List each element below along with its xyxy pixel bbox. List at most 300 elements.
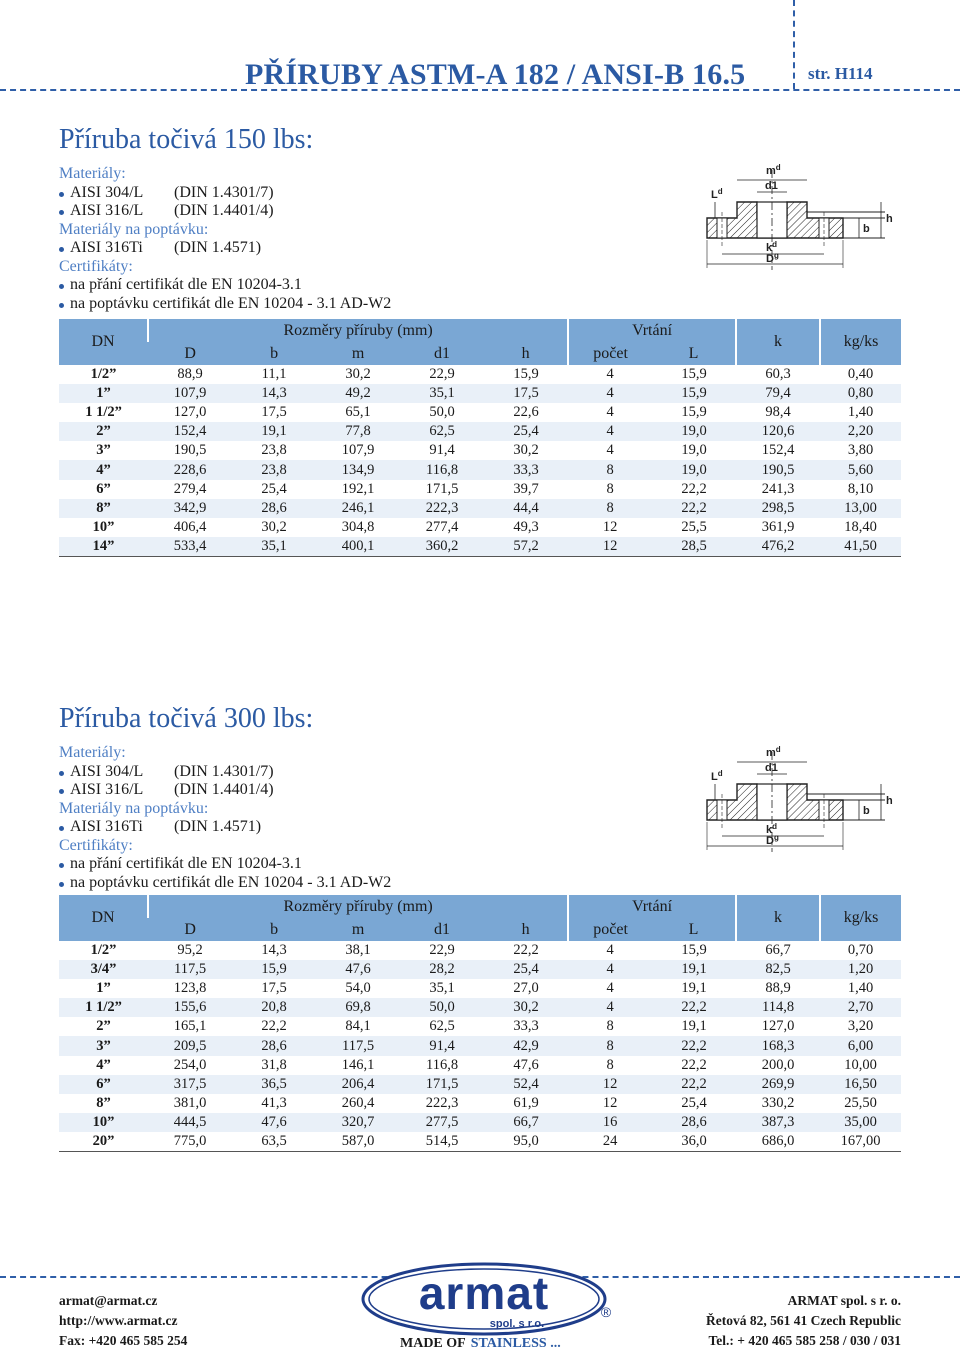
group-drilling: Vrtání — [568, 895, 736, 918]
material-name: AISI 304/L — [70, 762, 144, 780]
table-cell: 61,9 — [513, 1094, 539, 1111]
table-cell: 62,5 — [400, 422, 484, 441]
certificate-item: na přání certifikát dle EN 10204-3.1 — [59, 855, 901, 874]
table-cell: 277,5 — [400, 1113, 484, 1132]
table-cell: 79,4 — [736, 384, 820, 403]
dimension-label-m: $m^d$ — [766, 163, 781, 177]
table-row — [59, 1075, 901, 1094]
dn-cell: 6” — [59, 1075, 148, 1094]
table-cell: 25,4 — [261, 480, 287, 497]
table-cell: 4 — [606, 404, 614, 421]
table-cell: 444,5 — [148, 1113, 232, 1132]
table-cell: 4 — [606, 366, 614, 383]
table-cell: 35,1 — [400, 384, 484, 403]
dimension-label-h: h — [886, 795, 893, 807]
table-row — [59, 441, 901, 460]
table-cell: 14,3 — [232, 384, 316, 403]
table-cell: 28,2 — [400, 960, 484, 979]
table-cell: 30,2 — [484, 998, 568, 1017]
table-cell: 25,4 — [681, 1094, 707, 1111]
table-cell: 52,4 — [484, 1075, 568, 1094]
table-row — [59, 480, 901, 499]
table-cell: 88,9 — [765, 980, 791, 997]
table-cell: 476,2 — [736, 537, 820, 557]
subheader-cell: počet — [568, 918, 652, 941]
table-row — [59, 1132, 901, 1152]
table-cell: 0,40 — [847, 366, 874, 383]
table-cell: 15,9 — [681, 404, 707, 421]
table-cell: 44,4 — [484, 499, 568, 518]
table-cell: 91,4 — [429, 442, 455, 459]
dn-cell: 3” — [96, 442, 111, 459]
table-cell: 15,9 — [513, 366, 539, 383]
table-cell: 39,7 — [513, 480, 539, 497]
table-cell: 62,5 — [429, 1018, 455, 1035]
table-cell: 13,00 — [820, 499, 901, 518]
tagline-stainless: STAINLESS ... — [470, 1336, 561, 1351]
table-cell: 19,0 — [652, 460, 736, 479]
materials-label: Materiály: — [59, 744, 126, 761]
table-cell: 330,2 — [761, 1094, 795, 1111]
footer-email[interactable]: armat@armat.cz — [59, 1293, 158, 1308]
table-cell: 260,4 — [341, 1094, 375, 1111]
table-cell: 15,9 — [232, 960, 316, 979]
table-cell: 127,0 — [173, 404, 207, 421]
table-cell: 35,1 — [429, 980, 455, 997]
table-row — [59, 384, 901, 403]
table-row — [59, 499, 901, 518]
table-cell: 0,80 — [820, 384, 901, 403]
table-cell: 171,5 — [425, 480, 459, 497]
table-cell: 15,9 — [652, 384, 736, 403]
dn-cell: 1 1/2” — [59, 998, 148, 1017]
table-cell: 25,50 — [844, 1094, 877, 1111]
table-cell: 91,4 — [400, 1036, 484, 1055]
table-cell: 8 — [606, 1018, 614, 1035]
material-din: (DIN 1.4571) — [174, 239, 262, 256]
subheader-cell: b — [232, 918, 316, 941]
table-cell: 19,0 — [681, 442, 707, 459]
table-cell: 406,4 — [173, 518, 207, 535]
table-row — [59, 365, 901, 384]
table-cell: 20,8 — [232, 998, 316, 1017]
table-cell: 10,00 — [844, 1056, 877, 1073]
subheader-cell: b — [232, 342, 316, 365]
table-cell: 41,3 — [261, 1094, 287, 1111]
table-cell: 95,0 — [484, 1132, 568, 1152]
col-k: k — [736, 895, 820, 941]
table-cell: 192,1 — [341, 480, 375, 497]
table-cell: 66,7 — [765, 942, 791, 959]
logo-wordmark: armat — [418, 1267, 550, 1319]
table-cell: 50,0 — [400, 998, 484, 1017]
table-row — [59, 518, 901, 537]
subheader-cell: h — [484, 342, 568, 365]
table-cell: 246,1 — [316, 499, 400, 518]
table-cell: 38,1 — [345, 942, 371, 959]
table-cell: 686,0 — [736, 1132, 820, 1152]
col-weight: kg/ks — [820, 895, 901, 941]
table-cell: 27,0 — [513, 980, 539, 997]
table-cell: 69,8 — [316, 998, 400, 1017]
table-cell: 19,1 — [681, 1018, 707, 1035]
header-dashed-divider — [793, 0, 795, 89]
table-cell: 155,6 — [148, 998, 232, 1017]
table-cell: 47,6 — [232, 1113, 316, 1132]
table-cell: 4 — [568, 422, 652, 441]
table-cell: 47,6 — [513, 1056, 539, 1073]
table-cell: 4 — [606, 442, 614, 459]
table-cell: 134,9 — [316, 460, 400, 479]
dn-cell: 8” — [96, 1094, 111, 1111]
dn-cell: 14” — [59, 537, 148, 557]
table-row — [59, 422, 901, 441]
table-cell: 33,3 — [513, 1018, 539, 1035]
table-row — [59, 960, 901, 979]
dimension-label-d: $D^g$ — [766, 833, 779, 847]
table-cell: 387,3 — [736, 1113, 820, 1132]
table-cell: 400,1 — [316, 537, 400, 557]
subheader-cell: h — [484, 918, 568, 941]
table-cell: 317,5 — [148, 1075, 232, 1094]
page-number: str. H114 — [808, 64, 873, 83]
dn-cell: 1” — [59, 384, 148, 403]
col-weight: kg/ks — [820, 319, 901, 365]
table-cell: 22,2 — [681, 480, 707, 497]
footer-company — [706, 1291, 901, 1351]
footer-contacts — [59, 1291, 187, 1351]
table-cell: 2,70 — [820, 998, 901, 1017]
dn-cell: 2” — [59, 422, 148, 441]
footer-phone: Tel.: + 420 465 585 258 / 030 / 031 — [708, 1333, 901, 1348]
subheader-cell: m — [316, 342, 400, 365]
table-cell: 23,8 — [232, 460, 316, 479]
table-row — [59, 998, 901, 1017]
material-din: (DIN 1.4401/4) — [174, 781, 274, 798]
table-cell: 22,9 — [429, 366, 455, 383]
dn-cell: 4” — [96, 1056, 111, 1073]
col-dn: DN — [59, 895, 148, 941]
dn-cell: 10” — [59, 1113, 148, 1132]
material-name: AISI 316Ti — [70, 239, 143, 256]
table-cell: 54,0 — [345, 980, 371, 997]
subheader-cell: L — [652, 918, 736, 941]
table-cell: 28,6 — [232, 1036, 316, 1055]
subheader-cell: počet — [568, 342, 652, 365]
table-cell: 24 — [568, 1132, 652, 1152]
armat-logo — [360, 1259, 620, 1351]
table-cell: 279,4 — [173, 480, 207, 497]
table-cell: 19,0 — [652, 422, 736, 441]
dimension-label-d: $D^g$ — [766, 251, 779, 265]
table-cell: 4 — [568, 384, 652, 403]
table-cell: 82,5 — [736, 960, 820, 979]
table-cell: 127,0 — [761, 1018, 795, 1035]
table-cell: 17,5 — [261, 404, 287, 421]
table-cell: 6,00 — [820, 1036, 901, 1055]
table-cell: 8 — [568, 499, 652, 518]
table-cell: 98,4 — [765, 404, 791, 421]
table-cell: 25,4 — [484, 422, 568, 441]
table-cell: 28,6 — [232, 499, 316, 518]
table-row — [59, 403, 901, 422]
table-cell: 22,2 — [652, 1036, 736, 1055]
dn-cell: 1” — [96, 980, 111, 997]
table-cell: 22,2 — [652, 998, 736, 1017]
materials-label: Materiály: — [59, 165, 126, 182]
table-cell: 2,20 — [820, 422, 901, 441]
col-dn: DN — [59, 319, 148, 365]
table-cell: 35,1 — [232, 537, 316, 557]
table-row — [59, 1113, 901, 1132]
table-cell: 30,2 — [513, 442, 539, 459]
table-cell: 77,8 — [316, 422, 400, 441]
table-cell: 16,50 — [820, 1075, 901, 1094]
material-name: AISI 316/L — [70, 202, 144, 219]
table-cell: 65,1 — [345, 404, 371, 421]
table-cell: 1,40 — [847, 980, 874, 997]
table-cell: 165,1 — [173, 1018, 207, 1035]
certificates-label: Certifikáty: — [59, 257, 133, 275]
table-cell: 107,9 — [341, 442, 375, 459]
table-row — [59, 941, 901, 960]
table-cell: 152,4 — [761, 442, 795, 459]
table-cell: 8,10 — [847, 480, 874, 497]
table-cell: 25,4 — [484, 960, 568, 979]
table-row — [59, 1017, 901, 1036]
table-cell: 25,5 — [681, 518, 707, 535]
group-dimensions: Rozměry příruby (mm) — [148, 319, 568, 342]
group-dimensions: Rozměry příruby (mm) — [148, 895, 568, 918]
table-cell: 88,9 — [177, 366, 203, 383]
table-cell: 5,60 — [820, 460, 901, 479]
material-din: (DIN 1.4301/7) — [174, 762, 274, 780]
table-cell: 41,50 — [820, 537, 901, 557]
table-cell: 117,5 — [316, 1036, 400, 1055]
footer-fax: Fax: +420 465 585 254 — [59, 1333, 188, 1348]
footer-company-name: ARMAT spol. s r. o. — [787, 1293, 901, 1308]
group-drilling: Vrtání — [568, 319, 736, 342]
certificate-item: na poptávku certifikát dle EN 10204 - 3.1 AD-W2 — [59, 874, 901, 893]
table-cell: 0,70 — [847, 942, 874, 959]
table-cell: 190,5 — [736, 460, 820, 479]
table-cell: 277,4 — [425, 518, 459, 535]
table-cell: 190,5 — [173, 442, 207, 459]
table-cell: 15,9 — [681, 942, 707, 959]
table-cell: 533,4 — [148, 537, 232, 557]
table-row — [59, 1036, 901, 1055]
subheader-cell: d1 — [400, 918, 484, 941]
table-cell: 19,1 — [652, 960, 736, 979]
dimension-label-k: $k^d$ — [766, 240, 778, 254]
table-cell: 269,9 — [736, 1075, 820, 1094]
table-cell: 12 — [602, 1094, 618, 1111]
table-cell: 36,5 — [232, 1075, 316, 1094]
table-cell: 18,40 — [844, 518, 877, 535]
dn-cell: 4” — [59, 460, 148, 479]
table-cell: 66,7 — [484, 1113, 568, 1132]
dn-cell: 1/2” — [90, 366, 117, 383]
table-cell: 146,1 — [341, 1056, 375, 1073]
dimension-table-300lbs — [59, 895, 901, 1152]
dn-cell: 1 1/2” — [85, 404, 122, 421]
table-cell: 33,3 — [484, 460, 568, 479]
table-cell: 342,9 — [148, 499, 232, 518]
dimension-label-l: $L^d$ — [711, 769, 723, 783]
on-request-label: Materiály na poptávku: — [59, 220, 209, 238]
table-cell: 209,5 — [148, 1036, 232, 1055]
subheader-cell: m — [316, 918, 400, 941]
table-cell: 22,9 — [429, 942, 455, 959]
table-cell: 3,80 — [847, 442, 874, 459]
table-row — [59, 1094, 901, 1113]
table-cell: 49,2 — [316, 384, 400, 403]
logo-tagline — [400, 1336, 561, 1351]
table-cell: 57,2 — [484, 537, 568, 557]
table-cell: 228,6 — [148, 460, 232, 479]
table-cell: 35,00 — [820, 1113, 901, 1132]
table-cell: 320,7 — [316, 1113, 400, 1132]
logo-sub: spol. s r.o. — [489, 1318, 545, 1330]
table-cell: 381,0 — [173, 1094, 207, 1111]
dn-cell: 2” — [96, 1018, 111, 1035]
dimension-label-h: h — [886, 213, 893, 225]
table-cell: 254,0 — [173, 1056, 207, 1073]
section-title: Příruba točivá 150 lbs: — [59, 124, 314, 155]
table-cell: 120,6 — [736, 422, 820, 441]
table-cell: 4 — [606, 942, 614, 959]
table-cell: 12 — [602, 518, 618, 535]
table-cell: 116,8 — [400, 460, 484, 479]
table-cell: 60,3 — [765, 366, 791, 383]
table-cell: 4 — [568, 960, 652, 979]
footer-web[interactable]: http://www.armat.cz — [59, 1313, 178, 1328]
table-cell: 298,5 — [736, 499, 820, 518]
col-k: k — [736, 319, 820, 365]
table-cell: 168,3 — [736, 1036, 820, 1055]
table-cell: 107,9 — [148, 384, 232, 403]
table-cell: 15,9 — [681, 366, 707, 383]
table-cell: 28,6 — [652, 1113, 736, 1132]
material-name: AISI 304/L — [70, 183, 144, 201]
table-cell: 22,2 — [261, 1018, 287, 1035]
table-cell: 23,8 — [261, 442, 287, 459]
table-cell: 123,8 — [173, 980, 207, 997]
table-row — [59, 1056, 901, 1075]
subheader-cell: D — [148, 342, 232, 365]
material-name: AISI 316/L — [70, 781, 144, 798]
dn-cell: 8” — [59, 499, 148, 518]
table-cell: 22,2 — [652, 1075, 736, 1094]
dn-cell: 3” — [59, 1036, 148, 1055]
table-cell: 30,2 — [345, 366, 371, 383]
table-cell: 3,20 — [847, 1018, 874, 1035]
table-cell: 1,20 — [820, 960, 901, 979]
table-cell: 28,5 — [652, 537, 736, 557]
table-row — [59, 537, 901, 557]
table-cell: 8 — [568, 460, 652, 479]
subheader-cell: L — [652, 342, 736, 365]
table-cell: 19,1 — [232, 422, 316, 441]
table-cell: 152,4 — [148, 422, 232, 441]
section-title: Příruba točivá 300 lbs: — [59, 703, 314, 734]
table-cell: 1,40 — [847, 404, 874, 421]
certificate-item: na přání certifikát dle EN 10204-3.1 — [59, 276, 901, 295]
material-din: (DIN 1.4571) — [174, 818, 262, 835]
table-cell: 8 — [568, 1036, 652, 1055]
tagline-made: MADE OF — [400, 1336, 466, 1351]
dn-cell: 20” — [59, 1132, 148, 1152]
dn-cell: 6” — [96, 480, 111, 497]
table-cell: 31,8 — [261, 1056, 287, 1073]
table-cell: 360,2 — [400, 537, 484, 557]
table-cell: 50,0 — [429, 404, 455, 421]
table-cell: 36,0 — [652, 1132, 736, 1152]
dn-cell: 10” — [92, 518, 115, 535]
table-cell: 22,2 — [652, 499, 736, 518]
on-request-label: Materiály na poptávku: — [59, 799, 209, 817]
certificate-item: na poptávku certifikát dle EN 10204 - 3.1 AD-W2 — [59, 295, 901, 314]
table-cell: 587,0 — [316, 1132, 400, 1152]
table-row — [59, 460, 901, 479]
table-cell: 84,1 — [345, 1018, 371, 1035]
table-cell: 17,5 — [484, 384, 568, 403]
table-cell: 11,1 — [261, 366, 287, 383]
table-cell: 171,5 — [400, 1075, 484, 1094]
material-din: (DIN 1.4301/7) — [174, 183, 274, 201]
table-cell: 8 — [606, 480, 614, 497]
table-cell: 167,00 — [820, 1132, 901, 1152]
table-cell: 514,5 — [400, 1132, 484, 1152]
table-cell: 16 — [568, 1113, 652, 1132]
table-cell: 19,1 — [681, 980, 707, 997]
table-cell: 4 — [606, 980, 614, 997]
table-cell: 304,8 — [341, 518, 375, 535]
material-name: AISI 316Ti — [70, 818, 143, 835]
table-cell: 775,0 — [148, 1132, 232, 1152]
dimension-label-k: $k^d$ — [766, 822, 778, 836]
table-cell: 17,5 — [261, 980, 287, 997]
dimension-label-l: $L^d$ — [711, 187, 723, 201]
table-cell: 49,3 — [513, 518, 539, 535]
certificates-label: Certifikáty: — [59, 836, 133, 854]
dimension-label-d1: d1 — [765, 762, 778, 774]
subheader-cell: D — [148, 918, 232, 941]
table-cell: 95,2 — [177, 942, 203, 959]
table-cell: 42,9 — [484, 1036, 568, 1055]
table-cell: 200,0 — [761, 1056, 795, 1073]
registered-mark: ® — [600, 1304, 612, 1320]
table-cell: 206,4 — [316, 1075, 400, 1094]
flange-drawing — [645, 742, 900, 862]
table-cell: 30,2 — [261, 518, 287, 535]
dimension-label-b: b — [863, 223, 870, 235]
dn-cell: 3/4” — [59, 960, 148, 979]
flange-drawing — [645, 160, 900, 280]
dimension-table-150lbs — [59, 319, 901, 557]
footer-address: Řetová 82, 561 41 Czech Republic — [706, 1313, 901, 1328]
table-cell: 8 — [606, 1056, 614, 1073]
table-cell: 4 — [568, 998, 652, 1017]
table-cell: 22,2 — [681, 1056, 707, 1073]
table-cell: 22,6 — [513, 404, 539, 421]
table-cell: 361,9 — [761, 518, 795, 535]
table-cell: 12 — [568, 537, 652, 557]
dn-cell: 1/2” — [90, 942, 117, 959]
table-cell: 114,8 — [736, 998, 820, 1017]
table-cell: 116,8 — [426, 1056, 459, 1073]
table-cell: 222,3 — [425, 1094, 459, 1111]
